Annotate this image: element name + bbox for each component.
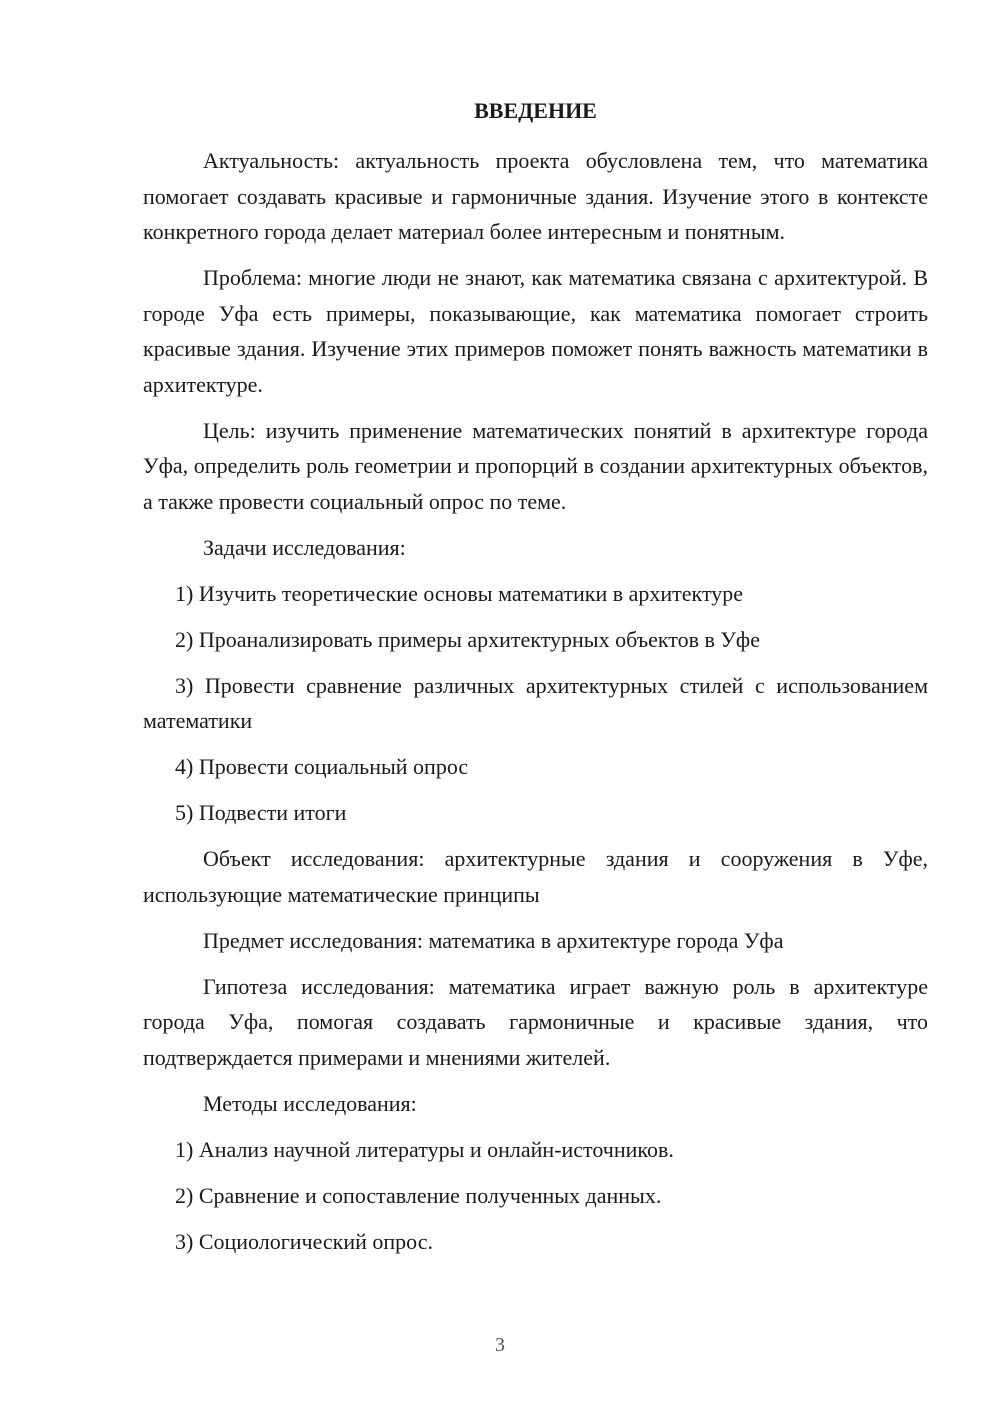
page-title: ВВЕДЕНИЕ: [474, 98, 597, 123]
paragraph-hypothesis: Гипотеза исследования: математика играет важную роль в архитектуре города Уфа, помогая создавать гармоничные и красивые здания, что подтверждается примерами и мнениями жителей.: [143, 973, 928, 1070]
task-item-4: 4) Провести социальный опрос: [175, 754, 469, 779]
method-item-2: 2) Сравнение и сопоставление полученных данных.: [175, 1182, 662, 1208]
page-number: 3: [495, 1334, 505, 1356]
method-item-1: 1) Анализ научной литературы и онлайн-источников.: [175, 1136, 674, 1162]
document-body: [143, 143, 928, 1270]
task-item-2: 2) Проанализировать примеры архитектурных объектов в Уфе: [175, 626, 760, 652]
paragraph-methods-heading: Методы исследования:: [203, 1090, 417, 1116]
method-item-3: 3) Социологический опрос.: [175, 1228, 433, 1254]
task-item-5: 5) Подвести итоги: [175, 800, 347, 825]
document-page: [143, 0, 928, 1414]
paragraph-relevance: Актуальность: актуальность проекта обусловлена тем, что математика помогает создавать красивые и гармоничные здания. Изучение этого в контексте конкретного города делает материал более интересным и понятным.: [143, 148, 928, 244]
paragraph-problem: Проблема: многие люди не знают, как математика связана с архитектурой. В городе Уфа есть примеры, показывающие, как математика помогает строить красивые здания. Изучение этих примеров поможет понять важность математики в архитектуре.: [143, 265, 928, 397]
task-item-3: 3) Провести сравнение различных архитектурных стилей с использованием математики: [143, 672, 928, 733]
paragraph-goal: Цель: изучить применение математических понятий в архитектуре города Уфа, определить роль геометрии и пропорций в создании архитектурных объектов, а также провести социальный опрос по теме.: [143, 417, 928, 514]
task-item-1: 1) Изучить теоретические основы математики в архитектуре: [175, 580, 744, 606]
paragraph-tasks-heading: Задачи исследования:: [203, 534, 406, 560]
paragraph-subject: Предмет исследования: математика в архитектуре города Уфа: [203, 927, 784, 953]
paragraph-object: Объект исследования: архитектурные здания и сооружения в Уфе, использующие математические принципы: [143, 846, 928, 907]
